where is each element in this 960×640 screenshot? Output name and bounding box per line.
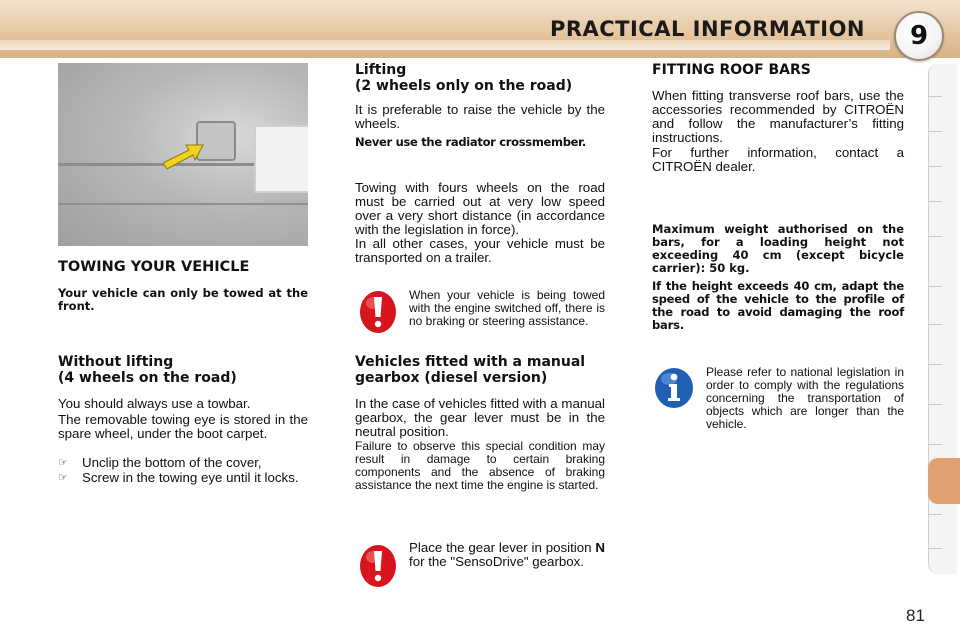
without-lifting-title-line2: (4 wheels on the road) bbox=[58, 370, 237, 386]
max-weight-text: Maximum weight authorised on the bars, for a loading height not exceeding 40 cm (except bicycle carrier): 50 kg. bbox=[652, 222, 904, 275]
failure-warning-text: Failure to observe this special condition may result in damage to certain braking components and the absence of braking assistance the next time the engine is started. bbox=[355, 439, 605, 492]
chapter-badge[interactable]: 9 bbox=[894, 11, 944, 61]
gear-note-suffix: for the "SensoDrive" gearbox. bbox=[409, 554, 585, 569]
manual-gearbox-title-line2: gearbox (diesel version) bbox=[355, 370, 548, 386]
gear-note-letter: N bbox=[595, 540, 605, 555]
lifting-title-line1: Lifting bbox=[355, 62, 407, 78]
legislation-note: Please refer to national legislation in order to comply with the regulations concerning the transportation of objects which are longer than the vehicle. bbox=[706, 365, 904, 431]
yellow-arrow-icon bbox=[163, 141, 207, 171]
four-wheels-text: Towing with fours wheels on the road must be carried out at very low speed over a very short distance (in accordance with the legislation in force). bbox=[355, 180, 605, 237]
number-plate bbox=[254, 125, 308, 193]
towing-eye-photo bbox=[58, 63, 308, 246]
page-title: PRACTICAL INFORMATION bbox=[549, 17, 865, 41]
roof-bars-title: FITTING ROOF BARS bbox=[652, 62, 811, 78]
engine-off-warning: When your vehicle is being towed with the engine switched off, there is no braking or steering assistance. bbox=[409, 288, 605, 328]
chapter-tab-divider[interactable] bbox=[928, 131, 942, 132]
towing-note: Your vehicle can only be towed at the front. bbox=[58, 286, 308, 313]
gear-lever-note bbox=[409, 541, 605, 569]
neutral-position-text: In the case of vehicles fitted with a manual gearbox, the gear lever must be in the neutral position. bbox=[355, 396, 605, 439]
exclamation-warning-icon bbox=[358, 543, 398, 589]
chapter-tab-divider[interactable] bbox=[928, 286, 942, 287]
exclamation-warning-icon bbox=[358, 289, 398, 335]
chapter-tab-active[interactable] bbox=[928, 458, 960, 504]
towbar-text: You should always use a towbar. bbox=[58, 396, 251, 411]
list-item bbox=[58, 456, 308, 470]
header-stripe bbox=[0, 40, 890, 50]
towing-title: TOWING YOUR VEHICLE bbox=[58, 259, 250, 275]
without-lifting-title-line1: Without lifting bbox=[58, 354, 174, 370]
chapter-tab-divider[interactable] bbox=[928, 324, 942, 325]
bullet-text: Unclip the bottom of the cover, bbox=[82, 455, 262, 470]
towing-eye-text: The removable towing eye is stored in the spare wheel, under the boot carpet. bbox=[58, 412, 308, 441]
list-item bbox=[58, 471, 308, 501]
trailer-text: In all other cases, your vehicle must be transported on a trailer. bbox=[355, 236, 605, 265]
chapter-tab-divider[interactable] bbox=[928, 236, 942, 237]
manual-gearbox-title-line1: Vehicles fitted with a manual bbox=[355, 354, 586, 370]
chapter-tab-divider[interactable] bbox=[928, 364, 942, 365]
dealer-contact-text: For further information, contact a CITROËN dealer. bbox=[652, 145, 904, 174]
bumper-line bbox=[58, 203, 308, 205]
pointing-hand-bullet-icon: ☞ bbox=[58, 457, 68, 469]
radiator-warning: Never use the radiator crossmember. bbox=[355, 135, 586, 149]
gear-note-prefix: Place the gear lever in position bbox=[409, 540, 592, 555]
chapter-tab-divider[interactable] bbox=[928, 201, 942, 202]
lifting-title-line2: (2 wheels only on the road) bbox=[355, 78, 573, 94]
raise-wheels-text: It is preferable to raise the vehicle by the wheels. bbox=[355, 102, 605, 131]
chapter-tab-divider[interactable] bbox=[928, 166, 942, 167]
chapter-tab-divider[interactable] bbox=[928, 548, 942, 549]
bullet-text: Screw in the towing eye until it locks. bbox=[82, 470, 299, 485]
pointing-hand-bullet-icon: ☞ bbox=[58, 472, 68, 484]
chapter-tab-divider[interactable] bbox=[928, 404, 942, 405]
roof-bars-accessories-text: When fitting transverse roof bars, use the accessories recommended by CITROËN and follow the manufacturer’s fitting instructions. bbox=[652, 88, 904, 145]
chapter-tab-divider[interactable] bbox=[928, 444, 942, 445]
chapter-tab-divider[interactable] bbox=[928, 96, 942, 97]
height-speed-text: If the height exceeds 40 cm, adapt the speed of the vehicle to the profile of the road to avoid damaging the roof bars. bbox=[652, 279, 904, 332]
info-icon bbox=[654, 367, 694, 409]
chapter-tab-divider[interactable] bbox=[928, 514, 942, 515]
page-number: 81 bbox=[906, 606, 925, 625]
